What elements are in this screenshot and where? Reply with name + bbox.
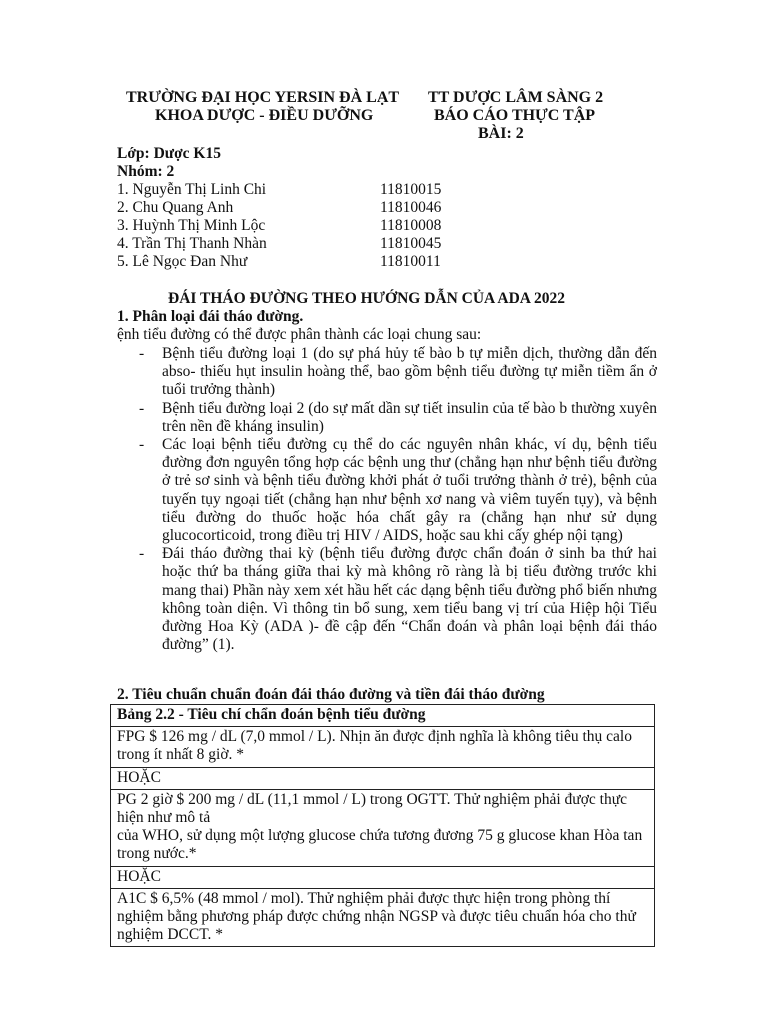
member-id: 11810008 [380,217,442,234]
faculty-name: KHOA DƯỢC - ĐIỀU DƯỠNG [155,107,374,124]
table-row [111,705,655,727]
criterion-a1c: A1C $ 6,5% (48 mmol / mol). Thử nghiệm phải được thực hiện trong phòng thí nghiệm bằng phương pháp được chứng nhận NGSP và được tiêu chuẩn hóa cho thử nghiệm DCCT. * [111,888,655,947]
member-id: 11810046 [380,199,442,216]
member-id: 11810011 [380,253,441,270]
criterion-ogtt-line1: PG 2 giờ $ 200 mg / dL (11,1 mmol / L) trong OGTT. Thử nghiệm phải được thực hiện như mô tả [117,790,627,827]
classification-list [117,345,657,654]
member-name: 2. Chu Quang Anh [117,199,234,216]
table-row [111,866,655,888]
university-name: TRƯỜNG ĐẠI HỌC YERSIN ĐÀ LẠT [126,89,400,106]
member-row [117,199,477,217]
member-name: 1. Nguyễn Thị Linh Chi [117,181,267,198]
member-row [117,253,477,271]
list-item-text: Đái tháo đường thai kỳ (bệnh tiểu đường được chẩn đoán ở sinh ba thứ hai hoặc thứ ba tháng giữa thai kỳ mà không rõ ràng là bị tiểu đường trước khi mang thai) Phần này xem xét hầu hết các dạng bệnh tiểu đường phổ biến nhưng không toàn diện. Vì thông tin bổ sung, xem tiểu bang vị trí của Hiệp hội Tiểu đường Hoa Kỳ (ADA )- đề cập đến “Chẩn đoán và phân loại bệnh đái tháo đường” (1). [162,545,657,654]
member-name: 3. Huỳnh Thị Minh Lộc [117,217,266,234]
member-name: 5. Lê Ngọc Đan Như [117,253,248,270]
document-title: ĐÁI THÁO ĐƯỜNG THEO HƯỚNG DẪN CỦA ADA 2022 [168,290,566,307]
list-item [117,345,657,400]
table-row [111,888,655,947]
member-row [117,217,477,235]
section-1-heading: 1. Phân loại đái tháo đường. [117,308,304,325]
bullet-dash: - [139,545,145,563]
bullet-dash: - [139,436,145,454]
member-id: 11810045 [380,235,442,252]
or-separator: HOẶC [111,767,655,789]
bullet-dash: - [139,399,145,417]
criterion-ogtt-line2: của WHO, sử dụng một lượng glucose chứa tương đương 75 g glucose khan Hòa tan trong nước.* [117,827,643,863]
course-name: TT DƯỢC LÂM SÀNG 2 [428,89,604,106]
member-row [117,181,477,199]
bullet-dash: - [139,345,145,362]
or-separator: HOẶC [111,866,655,888]
member-name: 4. Trần Thị Thanh Nhàn [117,235,267,252]
criterion-fpg: FPG $ 126 mg / dL (7,0 mmol / L). Nhịn ăn được định nghĩa là không tiêu thụ calo trong ít nhất 8 giờ. * [111,727,655,767]
table-row [111,727,655,767]
list-item [117,545,657,654]
member-row [117,235,477,253]
list-item-text: Bệnh tiểu đường loại 1 (do sự phá hủy tế bào b tự miễn dịch, thường dẫn đến abso- thiếu hụt insulin hoàng thể, bao gồm bệnh tiểu đường tự miễn tiềm ẩn ở tuổi trưởng thành) [162,345,657,399]
group-label: Nhóm: 2 [117,163,175,180]
section-1-intro: ệnh tiểu đường có thể được phân thành các loại chung sau: [117,326,482,343]
section-2-heading: 2. Tiêu chuẩn chuẩn đoán đái tháo đường và tiền đái tháo đường [117,686,545,703]
table-row [111,767,655,789]
list-item-text: Bệnh tiểu đường loại 2 (do sự mất dần sự tiết insulin của tế bào b thường xuyên trên nền đề kháng insulin) [162,399,657,435]
diagnostic-criteria-table [110,704,655,947]
list-item [117,400,657,436]
criterion-ogtt [111,789,655,866]
lesson-number: BÀI: 2 [478,125,524,142]
list-item [117,436,657,545]
class-label: Lớp: Dược K15 [117,145,221,162]
report-type: BÁO CÁO THỰC TẬP [434,107,596,124]
table-row [111,789,655,866]
table-title-cell: Bảng 2.2 - Tiêu chí chẩn đoán bệnh tiểu đường [111,705,655,727]
list-item-text: Các loại bệnh tiểu đường cụ thể do các nguyên nhân khác, ví dụ, bệnh tiểu đường đơn nguyên tổng hợp các bệnh ung thư (chẳng hạn như bệnh tiểu đường ở trẻ sơ sinh và bệnh tiểu đường khởi phát ở tuổi trưởng thành ở trẻ), bệnh của tuyến tụy ngoại tiết (chẳng hạn như bệnh xơ nang và viêm tuyến tụy), và bệnh tiểu đường do thuốc hoặc hóa chất gây ra (chẳng hạn như sử dụng glucocorticoid, trong điều trị HIV / AIDS, hoặc sau khi cấy ghép nội tạng) [162,436,657,545]
member-id: 11810015 [380,181,442,198]
